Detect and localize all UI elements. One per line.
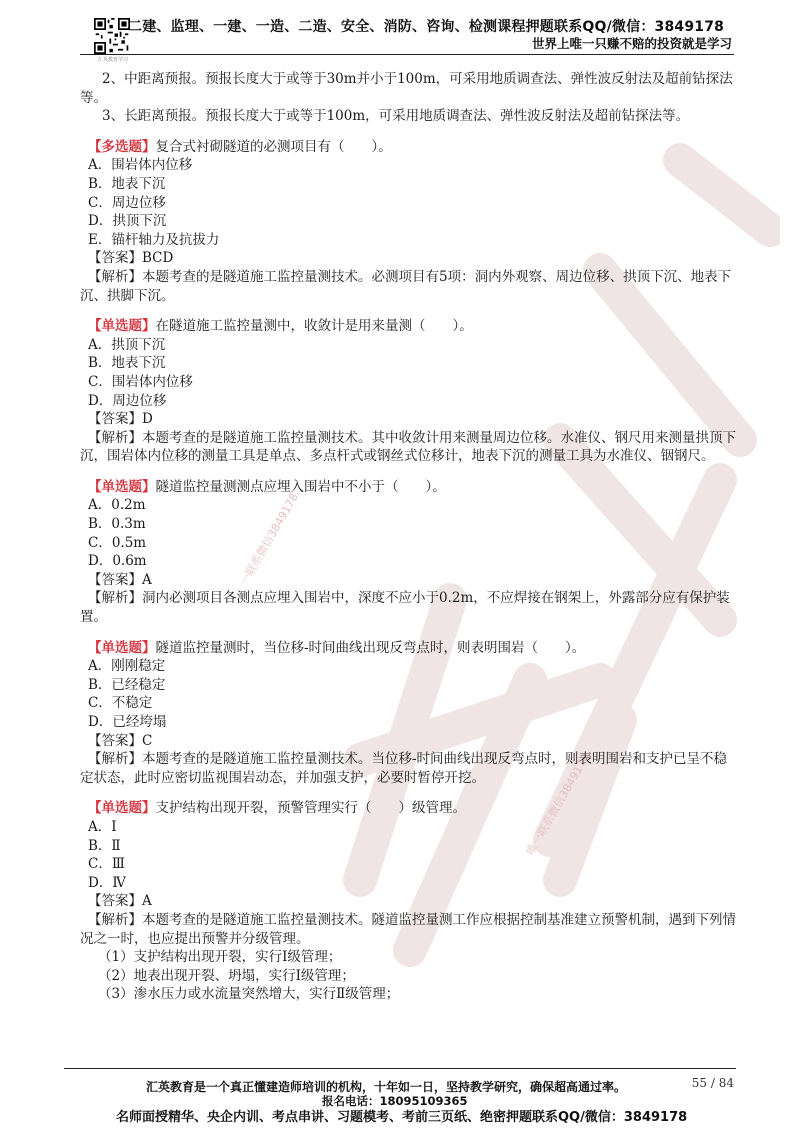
paragraph: 3、长距离预报。预报长度大于或等于100m，可采用地质调查法、弹性波反射法及超前钻探法等。 [102,108,690,125]
answer: 【答案】BCD [88,250,174,267]
footer-phone: 报名电话：18095109365 [322,1094,468,1108]
list-item: （2）地表出现开裂、坍塌，实行Ⅰ级管理； [98,967,355,984]
option: C．周边位移 [88,194,166,211]
option: B．Ⅱ [88,837,121,854]
explanation: 【解析】洞内必测项目各测点应埋入围岩中，深度不应小于0.2m，不应焊接在钢架上，外露部分应有保护装置。 [80,590,730,626]
question-type-tag: 【单选题】 [88,639,156,656]
option: A．0.2m [88,497,146,514]
explanation: 【解析】本题考查的是隧道施工监控量测技术。当位移-时间曲线出现反弯点时，则表明围岩和支护已呈不稳定状态，此时应密切监视围岩动态，并加强支护，必要时暂停开挖。 [80,751,728,786]
watermark-text: 一联系微信3849178 [237,490,301,588]
question-stem: 【单选题】在隧道施工监控量测中，收敛计是用来量测（ ）。 [88,318,473,335]
option: A．围岩体内位移 [88,157,193,174]
question-stem: 【单选题】隧道监控量测时，当位移-时间曲线出现反弯点时，则表明围岩（ ）。 [88,639,586,656]
qr-code-icon [94,18,130,54]
list-item: （1）支护结构出现开裂，实行Ⅰ级管理； [98,949,342,966]
answer: 【答案】A [88,571,152,588]
option: D．0.6m [88,553,147,570]
option: B．0.3m [88,516,146,533]
option: D．拱顶下沉 [88,213,167,230]
question-type-tag: 【多选题】 [88,138,156,155]
header-contact-line: 二建、监理、一建、一造、二造、安全、消防、咨询、检测课程押题联系QQ/微信：3849178 [128,19,725,35]
watermark-text: 唯一联系微信3849178 [523,751,593,858]
option: D．已经垮塌 [88,714,167,730]
question-stem: 【多选题】复合式衬砌隧道的必测项目有（ ）。 [88,138,392,155]
answer: 【答案】C [88,732,153,749]
footer-slogan: 汇英教育是一个真正懂建造师培训的机构，十年如一日，坚持教学研究，确保超高通过率。 [146,1080,627,1094]
option: A．刚刚稳定 [88,658,166,675]
option: A．拱顶下沉 [88,336,166,353]
question-type-tag: 【单选题】 [88,800,156,817]
option: C．围岩体内位移 [88,373,193,390]
question-block [80,138,740,305]
footer-contact-line: 名师面授精华、央企内训、考点串讲、习题模考、考前三页纸、绝密押题联系QQ/微信：3849178 [116,1110,688,1125]
list-item: （3）渗水压力或水流量突然增大，实行Ⅱ级管理； [98,986,400,1003]
option: B．地表下沉 [88,175,166,192]
qr-caption: 汇英教育学习 [97,57,128,63]
question-block [80,317,740,466]
explanation: 【解析】本题考查的是隧道施工监控量测技术。其中收敛计用来测量周边位移。水准仪、钢尺用来测量拱顶下沉，围岩体内位移的测量工具是单点、多点杆式或钢丝式位移计，地表下沉的测量工具为水准仪、铟钢尺。 [80,429,736,465]
explanation: 【解析】本题考查的是隧道施工监控量测技术。隧道监控量测工作应根据控制基准建立预警机制，遇到下列情况之一时，也应提出预警并分级管理。 [80,911,736,947]
paragraph: 2、中距离预报。预报长度大于或等于30m并小于100m，可采用地质调查法、弹性波反射法及超前钻探法等。 [80,71,733,106]
question-stem: 【单选题】支护结构出现开裂，预警管理实行（ ）级管理。 [88,800,466,817]
document-body [80,70,740,1004]
question-type-tag: 【单选题】 [88,478,156,495]
option: C．0.5m [88,534,147,551]
header-divider [80,54,734,55]
question-block [80,799,740,1004]
option: B．已经稳定 [88,676,166,693]
page-number: 55 / 84 [691,1076,734,1090]
answer: 【答案】A [88,893,152,910]
question-stem: 【单选题】隧道监控量测测点应埋入围岩中不小于（ ）。 [88,478,446,495]
option: A．Ⅰ [88,818,117,835]
question-block [80,639,740,788]
question-block [80,478,740,627]
option: C．不稳定 [88,695,153,712]
answer: 【答案】D [88,411,153,428]
explanation: 【解析】本题考查的是隧道施工监控量测技术。必测项目有5项：洞内外观察、周边位移、拱顶下沉、地表下沉、拱脚下沉。 [80,268,732,304]
option: C．Ⅲ [88,856,125,873]
option: E．锚杆轴力及抗拔力 [88,231,220,248]
option: D．周边位移 [88,392,167,409]
header-slogan: 世界上唯一只赚不赔的投资就是学习 [531,36,732,51]
footer-divider [64,1068,736,1069]
option: D．Ⅳ [88,874,126,891]
option: B．地表下沉 [88,355,166,372]
question-type-tag: 【单选题】 [88,318,156,335]
